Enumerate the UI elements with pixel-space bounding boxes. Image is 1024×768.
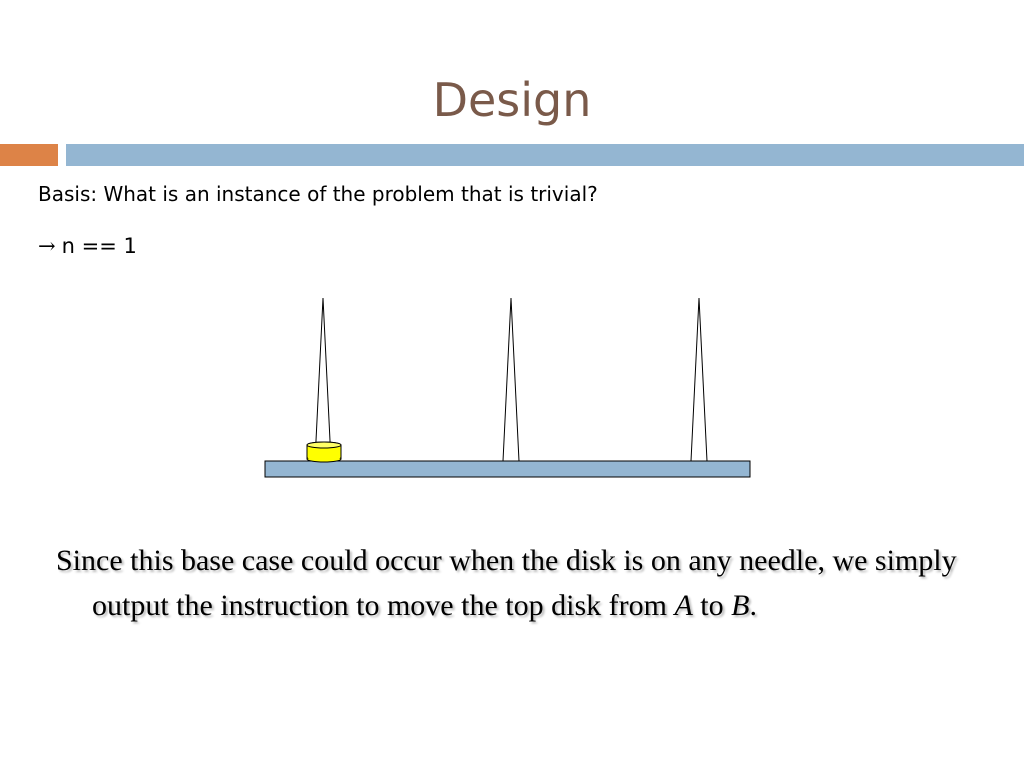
explanation-paragraph [56,538,992,628]
needle-a [315,298,331,461]
slide-title: Design [432,73,592,127]
base-board [265,461,750,477]
disk [307,442,341,462]
basis-question: Basis: What is an instance of the problem that is trivial? [38,182,598,206]
right-arrow-icon: → [38,234,56,258]
needle-label-b: B [731,589,750,622]
explanation-part-3: . [749,589,757,622]
needle-b [503,298,519,461]
explanation-part-2: to [692,589,732,622]
needle-c [691,298,707,461]
explanation-part-1: Since this base case could occur when the disk is on any needle, we simply output the instruction to move the top disk from [56,544,957,622]
needle-label-a: A [674,589,693,622]
answer-text: n == 1 [61,234,137,258]
